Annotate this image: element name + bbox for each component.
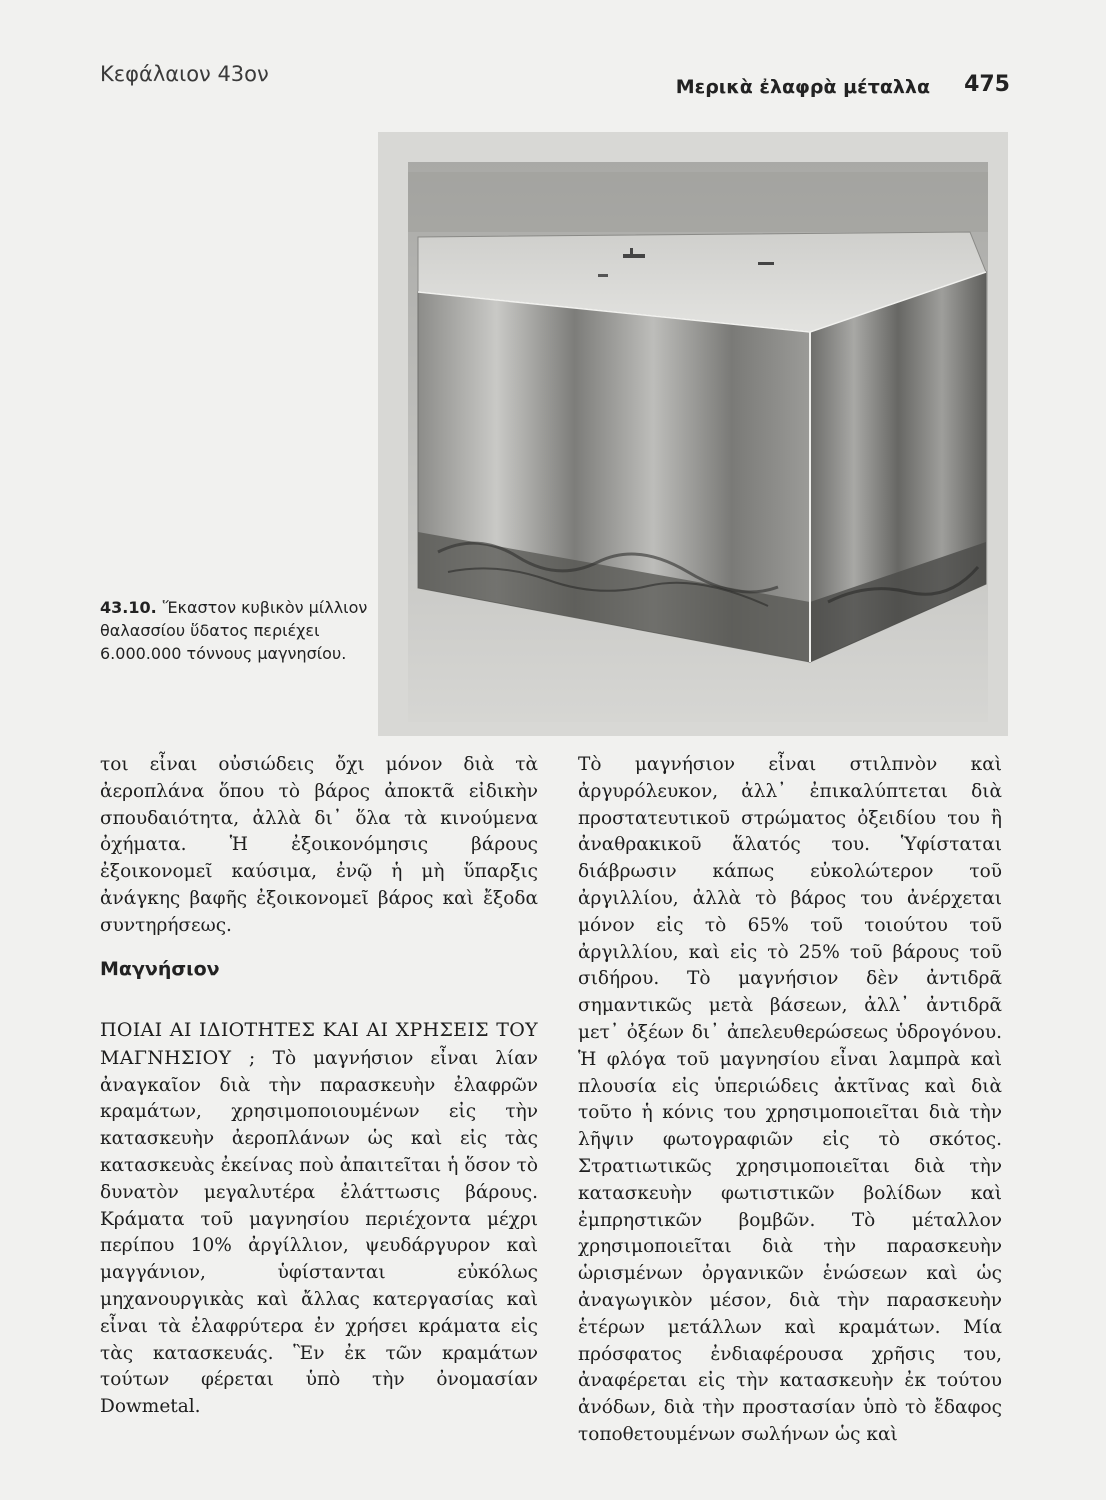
figure-photo bbox=[378, 132, 1008, 736]
seawater-cube-illustration bbox=[378, 132, 1008, 736]
running-head-section: Μερικὰ ἐλαφρὰ μέταλλα bbox=[675, 76, 930, 98]
figure-number: 43.10. bbox=[100, 598, 157, 617]
figure-caption bbox=[100, 596, 372, 665]
left-column-top-text bbox=[100, 752, 538, 940]
figure-caption-text: Ἕκαστον κυβικὸν μίλλιον θαλασσίου ὕδατος περιέχει 6.000.000 τόννους μαγνησίου. bbox=[100, 598, 368, 663]
paragraph bbox=[100, 1017, 538, 1421]
right-column-text bbox=[578, 752, 1002, 1449]
paragraph: Τὸ μαγνήσιον εἶναι στιλπνὸν καὶ ἀργυρόλευκον, ἀλλ᾽ ἐπικαλύπτεται διὰ προστατευτικοῦ στρώματος ὀξειδίου του ἢ ἀναθρακικοῦ ἅλατός του. Ὑφίσταται διάβρωσιν κάπως εὐκολώτερον τοῦ ἀργιλλίου, ἀλλὰ τὸ βάρος του ἀνέρχεται μόνον εἰς τὸ 65% τοῦ τοιούτου τοῦ ἀργιλλίου, καὶ εἰς τὸ 25% τοῦ βάρους τοῦ σιδήρου. Τὸ μαγνήσιον δὲν ἀντιδρᾶ σημαντικῶς μετὰ βάσεων, ἀλλ᾽ ἀντιδρᾶ μετ᾽ ὀξέων δι᾽ ἀπελευθερώσεως ὑδρογόνου. Ἡ φλόγα τοῦ μαγνησίου εἶναι λαμπρὰ καὶ πλουσία εἰς ὑπεριώδεις ἀκτῖνας καὶ διὰ τοῦτο ἡ κόνις του χρησιμοποιεῖται διὰ τὴν λῆψιν φωτογραφιῶν εἰς τὸ σκότος. Στρατιωτικῶς χρησιμοποιεῖται διὰ τὴν κατασκευὴν φωτιστικῶν βολίδων καὶ ἐμπρηστικῶν βομβῶν. Τὸ μέταλλον χρησιμοποιεῖται διὰ τὴν παρασκευὴν ὡρισμένων ὀργανικῶν ἑνώσεων καὶ ὡς ἀναγωγικὸν μέσον, διὰ τὴν παρασκευὴν ἑτέρων μετάλλων καὶ κραμάτων. Μία πρόσφατος ἐνδιαφέρουσα χρῆσις του, ἀναφέρεται εἰς τὴν κατασκευὴν ἐκ τούτου ἀνόδων, διὰ τὴν προστασίαν ὑπὸ τὸ ἔδαφος τοποθετουμένων σωλήνων ὡς καὶ bbox=[578, 754, 1002, 1445]
section-heading: Μαγνήσιον bbox=[100, 958, 220, 980]
running-head-chapter: Κεφάλαιον 43ον bbox=[100, 62, 269, 86]
page-number: 475 bbox=[964, 72, 1010, 97]
left-column-bottom-text bbox=[100, 1017, 538, 1421]
paragraph: τοι εἶναι οὐσιώδεις ὄχι μόνον διὰ τὰ ἀεροπλάνα ὅπου τὸ βάρος ἀποκτᾶ εἰδικὴν σπουδαιότητα, ἀλλὰ δι᾽ ὅλα τὰ κινούμενα ὀχήματα. Ἡ ἐξοικονόμησις βάρους ἐξοικονομεῖ καύσιμα, ἐνῷ ἡ μὴ ὕπαρξις ἀνάγκης βαφῆς ἐξοικονομεῖ βάρος καὶ ἔξοδα συντηρήσεως. bbox=[100, 754, 538, 936]
question-heading: ΠΟΙΑΙ ΑΙ ΙΔΙΟΤΗΤΕΣ ΚΑΙ ΑΙ ΧΡΗΣΕΙΣ ΤΟΥ ΜΑΓΝΗΣΙΟΥ ; bbox=[100, 1019, 538, 1069]
paragraph-text: Τὸ μαγνήσιον εἶναι λίαν ἀναγκαῖον διὰ τὴν παρασκευὴν ἐλαφρῶν κραμάτων, χρησιμοποιουμένων εἰς τὴν κατασκευὴν ἀεροπλάνων ὡς καὶ εἰς τὰς κατασκευὰς ἐκείνας ποὺ ἀπαιτεῖται ἡ ὅσον τὸ δυνατὸν μεγαλυτέρα ἐλάττωσις βάρους. Κράματα τοῦ μαγνησίου περιέχοντα μέχρι περίπου 10% ἀργίλλιον, ψευδάργυρον καὶ μαγγάνιον, ὑφίστανται εὐκόλως μηχανουργικὰς καὶ ἄλλας κατεργασίας καὶ εἶναι τὰ ἐλαφρύτερα ἐν χρήσει κράματα εἰς τὰς κατασκευάς. Ἓν ἐκ τῶν κραμάτων τούτων φέρεται ὑπὸ τὴν ὀνομασίαν Dowmetal. bbox=[100, 1047, 538, 1418]
